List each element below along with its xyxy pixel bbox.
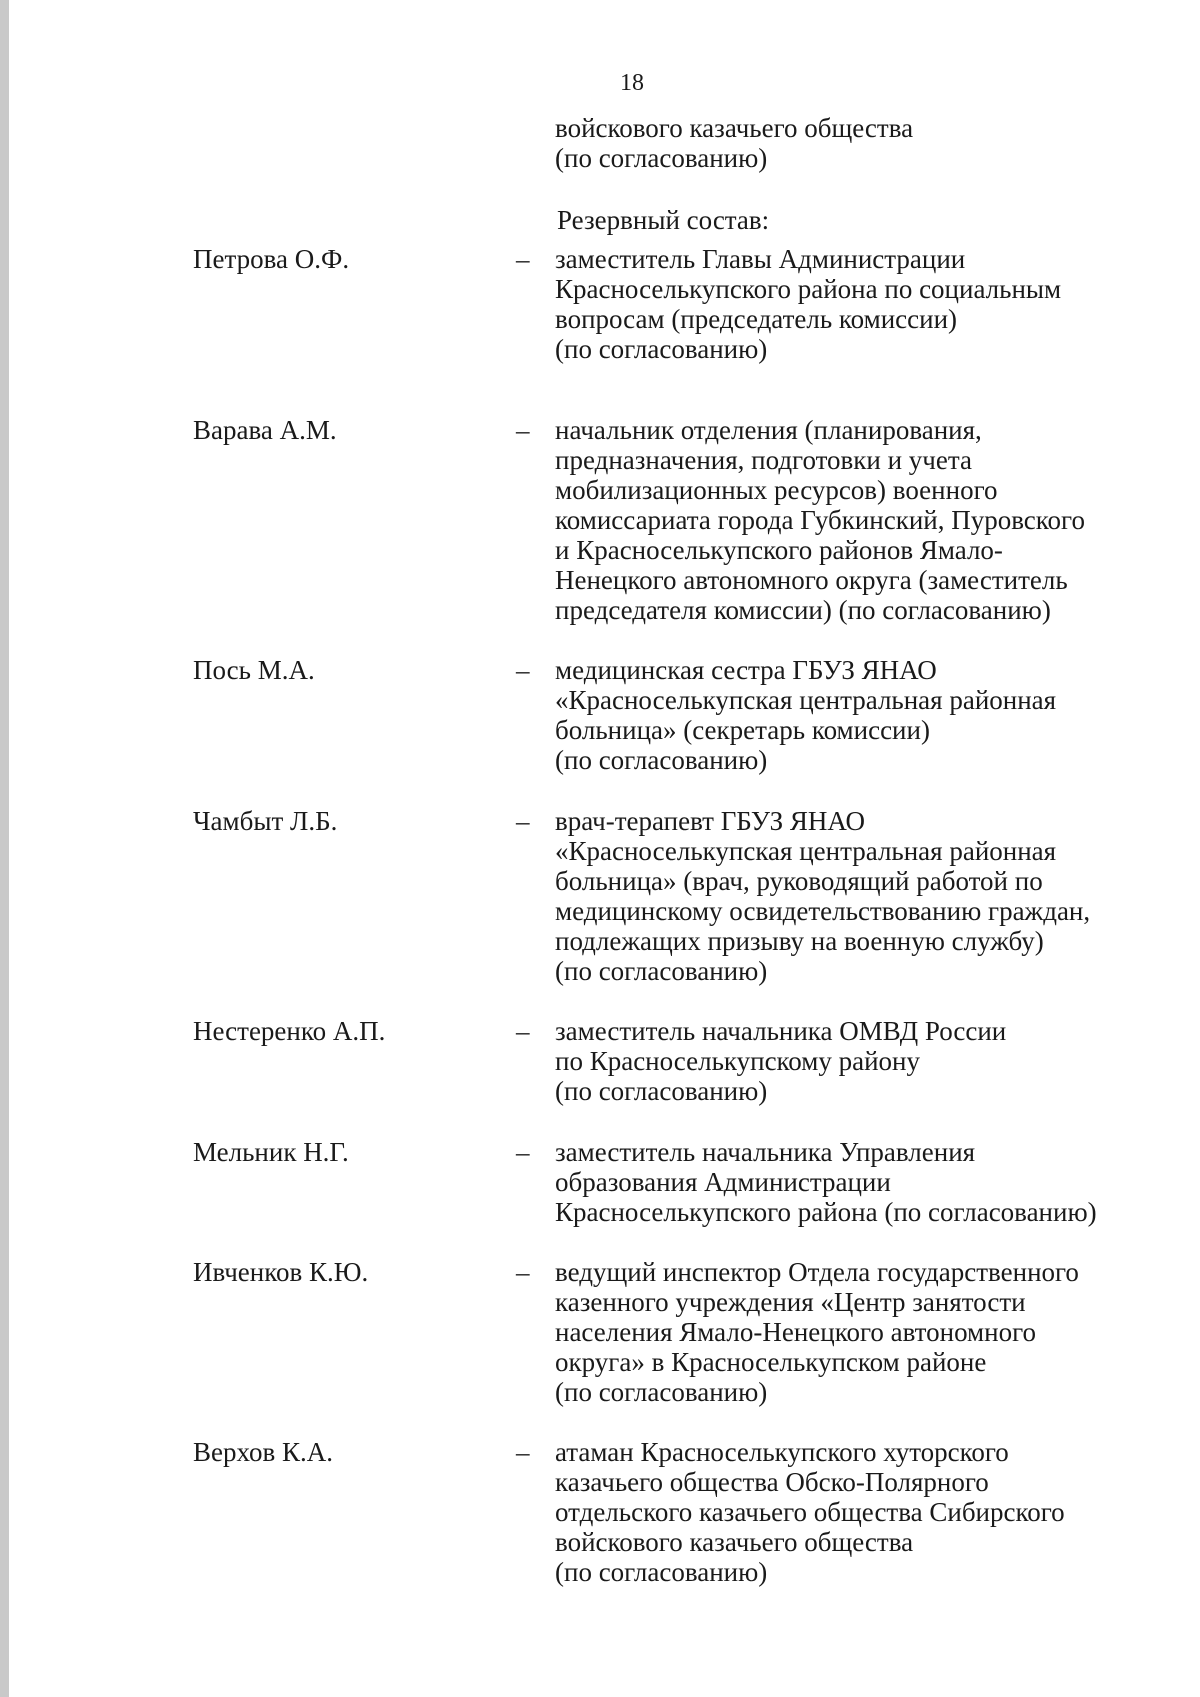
role-line: населения Ямало-Ненецкого автономного (555, 1317, 1036, 1347)
role-line: (по согласованию) (555, 334, 768, 364)
role-line: заместитель начальника Управления (555, 1137, 976, 1167)
role-line: образования Администрации (555, 1167, 891, 1197)
role-line: председателя комиссии) (по согласованию) (555, 595, 1051, 625)
role-line: мобилизационных ресурсов) военного (555, 475, 998, 505)
member-name: Варава А.М. (193, 415, 337, 445)
member-name: Чамбыт Л.Б. (193, 806, 338, 836)
member-dash: – (516, 415, 530, 445)
role-line: (по согласованию) (555, 1557, 768, 1587)
member-dash: – (516, 1257, 530, 1287)
member-dash: – (516, 1437, 530, 1467)
member-role (555, 1016, 1185, 1106)
member-role (555, 655, 1185, 775)
role-line: врач-терапевт ГБУЗ ЯНАО (555, 806, 866, 836)
member-role (555, 1437, 1185, 1587)
role-line: больница» (секретарь комиссии) (555, 715, 930, 745)
page-number: 18 (620, 70, 644, 96)
reserve-composition-heading: Резервный состав: (557, 205, 770, 235)
role-line: заместитель начальника ОМВД России (555, 1016, 1007, 1046)
member-dash: – (516, 655, 530, 685)
role-line: казенного учреждения «Центр занятости (555, 1287, 1026, 1317)
role-line: вопросам (председатель комиссии) (555, 304, 958, 334)
role-line: «Красноселькупская центральная районная (555, 836, 1057, 866)
role-line: медицинскому освидетельствованию граждан, (555, 896, 1091, 926)
member-dash: – (516, 1137, 530, 1167)
continued-role-line: (по согласованию) (555, 143, 768, 173)
role-line: предназначения, подготовки и учета (555, 445, 972, 475)
role-line: атаман Красноселькупского хуторского (555, 1437, 1009, 1467)
role-line: начальник отделения (планирования, (555, 415, 982, 445)
role-line: по Красноселькупскому району (555, 1046, 921, 1076)
role-line: (по согласованию) (555, 745, 768, 775)
role-line: подлежащих призыву на военную службу) (555, 926, 1044, 956)
member-role (555, 415, 1185, 625)
member-role (555, 1257, 1185, 1407)
member-name: Ивченков К.Ю. (193, 1257, 369, 1287)
role-line: и Красноселькупского районов Ямало- (555, 535, 1003, 565)
role-line: войскового казачьего общества (555, 1527, 914, 1557)
role-line: «Красноселькупская центральная районная (555, 685, 1057, 715)
member-dash: – (516, 244, 530, 274)
member-name: Петрова О.Ф. (193, 244, 350, 274)
member-role (555, 806, 1185, 986)
continued-role-text (555, 113, 1155, 173)
role-line: отдельского казачьего общества Сибирского (555, 1497, 1065, 1527)
role-line: Ненецкого автономного округа (заместитель (555, 565, 1068, 595)
role-line: комиссариата города Губкинский, Пуровского (555, 505, 1085, 535)
member-name: Верхов К.А. (193, 1437, 333, 1467)
member-role (555, 244, 1185, 364)
role-line: округа» в Красноселькупском районе (555, 1347, 987, 1377)
member-name: Мельник Н.Г. (193, 1137, 349, 1167)
role-line: Красноселькупского района по социальным (555, 274, 1062, 304)
role-line: казачьего общества Обско-Полярного (555, 1467, 989, 1497)
role-line: (по согласованию) (555, 1377, 768, 1407)
role-line: медицинская сестра ГБУЗ ЯНАО (555, 655, 937, 685)
member-role (555, 1137, 1185, 1227)
role-line: (по согласованию) (555, 1076, 768, 1106)
member-name: Нестеренко А.П. (193, 1016, 386, 1046)
role-line: заместитель Главы Администрации (555, 244, 966, 274)
role-line: ведущий инспектор Отдела государственного (555, 1257, 1079, 1287)
member-dash: – (516, 806, 530, 836)
member-name: Пось М.А. (193, 655, 315, 685)
continued-role-line: войскового казачьего общества (555, 113, 914, 143)
member-dash: – (516, 1016, 530, 1046)
role-line: (по согласованию) (555, 956, 768, 986)
role-line: больница» (врач, руководящий работой по (555, 866, 1043, 896)
role-line: Красноселькупского района (по согласованию) (555, 1197, 1097, 1227)
